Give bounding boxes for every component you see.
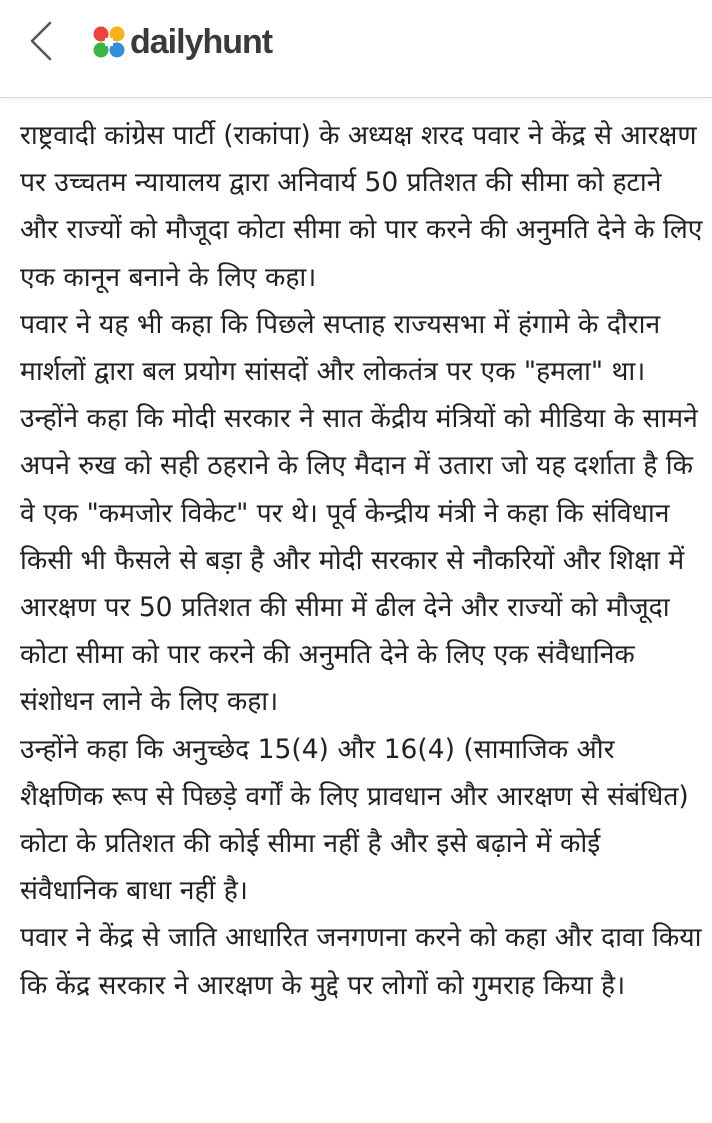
logo-text: dailyhunt [130,23,273,61]
article-paragraph: पवार ने यह भी कहा कि पिछले सप्ताह राज्यसभा में हंगामे के दौरान मार्शलों द्वारा बल प्रयोग सांसदों और लोकतंत्र पर एक "हमला" था। उन्होंने कहा कि मोदी सरकार ने सात केंद्रीय मंत्रियों को मीडिया के सामने अपने रुख को सही ठहराने के लिए मैदान में उतारा जो यह दर्शाता है कि वे एक "कमजोर विकेट" पर थे। पूर्व केन्द्रीय मंत्री ने कहा कि संविधान किसी भी फैसले से बड़ा है और मोदी सरकार से नौकरियों और शिक्षा में आरक्षण पर 50 प्रतिशत की सीमा में ढील देने और राज्यों को मौजूदा कोटा सीमा को पार करने की अनुमति देने के लिए एक संवैधानिक संशोधन लाने के लिए कहा। [20,308,698,718]
dailyhunt-logo[interactable] [92,20,272,64]
article-paragraph: राष्ट्रवादी कांग्रेस पार्टी (राकांपा) के अध्यक्ष शरद पवार ने केंद्र से आरक्षण पर उच्चतम न्यायालय द्वारा अनिवार्य 50 प्रतिशत की सीमा को हटाने और राज्यों को मौजूदा कोटा सीमा को पार करने की अनुमति देने के लिए एक कानून बनाने के लिए कहा। [20,120,703,293]
article-paragraph: उन्होंने कहा कि अनुच्छेद 15(4) और 16(4) (सामाजिक और शैक्षणिक रूप से पिछड़े वर्गों के लिए प्रावधान और आरक्षण से संबंधित) कोटा के प्रतिशत की कोई सीमा नहीं है और इसे बढ़ाने में कोई संवैधानिक बाधा नहीं है। [20,733,689,907]
app-header [0,0,712,98]
chevron-left-icon [26,19,56,63]
article-body [20,112,704,1009]
article-paragraph: पवार ने केंद्र से जाति आधारित जनगणना करने को कहा और दावा किया कि केंद्र सरकार ने आरक्षण के मुद्दे पर लोगों को गुमराह किया है। [20,922,702,1001]
dailyhunt-logo-icon [92,25,126,59]
back-button[interactable] [14,14,68,68]
